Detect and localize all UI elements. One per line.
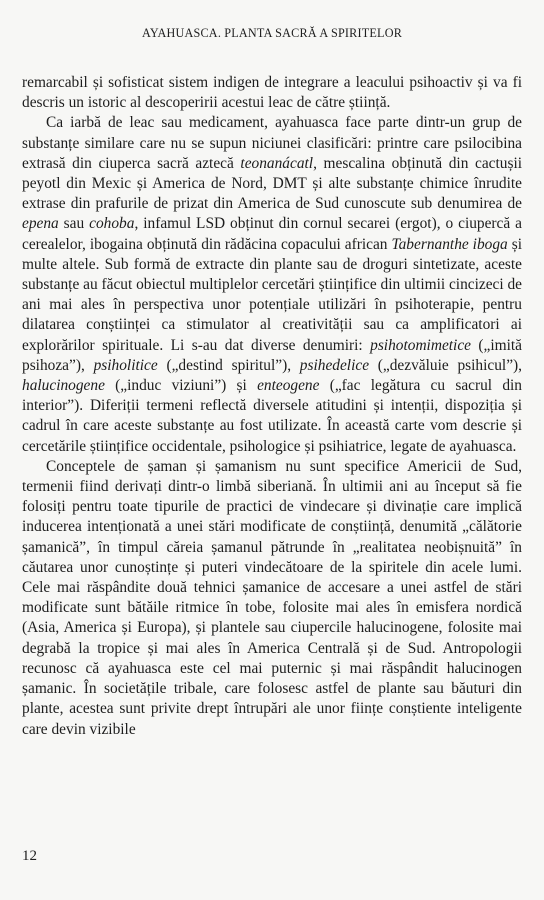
paragraph-1: remarcabil și sofisticat sistem indigen de integrare a leacului psihoactiv și va fi descris un istoric al descoperirii acestui leac de către știință.	[22, 74, 522, 112]
paragraph-2: Ca iarbă de leac sau medicament, ayahuasca face parte dintr-un grup de substanțe similare care nu se supun niciunei clasificări: printre care psilocibina extrasă din ciuperca sacră aztecă teonanácatl, mescalina obținută din cactușii peyotl din Mexic și America de Nord, DMT și alte substanțe chimice înrudite extrase din prafurile de prizat din America de Sud cunoscute sub denumirea de epena sau cohoba, infamul LSD obținut din cornul secarei (ergot), o ciupercă a cerealelor, ibogaina obținută din rădăcina copacului african Tabernanthe iboga și multe altele. Sub formă de extracte din plante sau de droguri sintetizate, aceste substanțe au făcut obiectul multiplelor cercetări științifice din ultimii cincizeci de ani mai ales în perspectiva unor potențiale utilizări în psihoterapie, pentru dilatarea conștiinței ca stimulator al creativității sau ca amplificatori ai explorărilor spirituale. Li s-au dat diverse denumiri: psihotomimetice („imită psihoza”), psiholitice („destind spiritul”), psihedelice („dezvăluie psihicul”), halucinogene („induc viziuni”) și enteogene („fac legătura cu sacrul din interior”). Diferiții termeni reflectă diversele atitudini și intenții, dispoziția și cadrul în care aceste substanțe au fost utilizate. În această carte vom descrie și cercetările științifice occidentale, psihologice și psihiatrice, legate de ayahuasca.	[22, 114, 523, 455]
page-number: 12	[22, 848, 37, 864]
running-header: AYAHUASCA. PLANTA SACRĂ A SPIRITELOR	[141, 26, 403, 40]
paragraph-3: Conceptele de șaman și șamanism nu sunt specifice Americii de Sud, termenii fiind derivați dintr-o limbă siberiană. În ultimii ani au început să fie folosiți pentru toate tipurile de practici de vindecare și divinație care implică inducerea intenționată a unei stări modificate de conștiință, denumită „călătorie șamanică”, în timpul căreia șamanul pătrunde în „realitatea neobișnuită” în căutarea unor cunoștințe și puteri vindecătoare de la spiritele din acele lumi. Cele mai răspândite două tehnici șamanice de accesare a unei astfel de stări modificate sunt bătăile ritmice în tobe, folosite mai ales în emisfera nordică (Asia, America și Europa), și plantele sau ciupercile halucinogene, folosite mai degrabă la tropice și mai ales în America Centrală și de Sud. Antropologii recunosc că ayahuasca este cel mai puternic și mai răspândit halucinogen șamanic. În societățile tribale, care folosesc astfel de plante sau băuturi din plante, acestea sunt privite drept întrupări ale unor ființe conștiente inteligente care devin vizibile	[22, 457, 522, 738]
body-text	[22, 73, 522, 740]
